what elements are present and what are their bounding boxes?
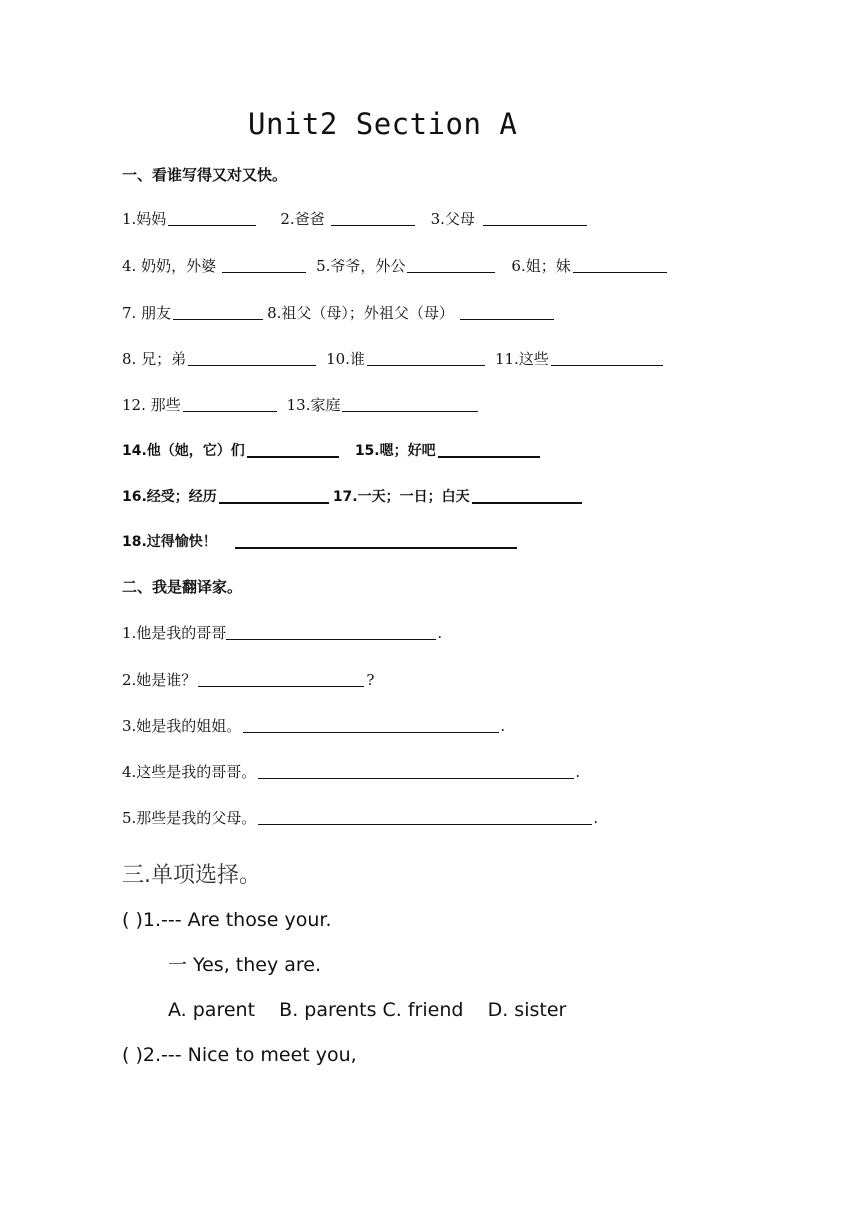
vocab-prompt: 6.姐；妹 [511, 257, 571, 275]
translation-item-3 [122, 715, 505, 737]
sentence-end-mark: . [593, 809, 599, 827]
sentence-end-mark: . [437, 624, 443, 642]
answer-blank[interactable] [438, 455, 540, 458]
answer-blank[interactable] [188, 364, 316, 366]
answer-blank[interactable] [173, 318, 263, 320]
vocab-item [122, 486, 329, 508]
translation-prompt: 2.她是谁？ [122, 671, 197, 689]
vocab-prompt: 5.爷爷，外公 [316, 257, 406, 275]
vocab-row-3 [122, 302, 564, 324]
vocab-prompt: 14.他（她，它）们 [122, 443, 245, 459]
vocab-item [431, 208, 587, 230]
question-1-reply: 一 Yes, they are. [168, 954, 322, 976]
vocab-prompt: 3.父母 [430, 210, 475, 228]
vocab-prompt: 2.爸爸 [280, 210, 325, 228]
answer-blank[interactable] [483, 224, 587, 226]
sentence-end-mark: ? [366, 671, 375, 689]
vocab-item [122, 302, 263, 324]
answer-blank[interactable] [551, 364, 663, 366]
vocab-row-2 [122, 255, 677, 277]
vocab-row-1 [122, 208, 597, 230]
vocab-item [267, 302, 554, 324]
answer-blank[interactable] [331, 224, 415, 226]
vocab-prompt: 15.嗯；好吧 [354, 443, 436, 459]
translation-item-2 [122, 669, 374, 691]
vocab-item [287, 394, 479, 416]
vocab-row-8 [122, 531, 527, 553]
vocab-row-4 [122, 348, 673, 370]
translation-prompt: 4.这些是我的哥哥。 [122, 763, 257, 781]
answer-blank[interactable] [258, 823, 592, 825]
vocab-item [122, 208, 256, 230]
vocab-prompt: 11.这些 [494, 350, 549, 368]
vocab-row-6 [122, 440, 550, 462]
vocab-prompt: 7. 朋友 [122, 304, 172, 322]
answer-blank[interactable] [407, 271, 495, 273]
answer-blank[interactable] [243, 731, 499, 733]
answer-blank[interactable] [460, 318, 554, 320]
sentence-end-mark: . [575, 763, 581, 781]
answer-blank[interactable] [226, 638, 436, 640]
vocab-item [122, 394, 277, 416]
section-3-heading: 三.单项选择。 [122, 863, 261, 888]
vocab-prompt: 8.祖父（母）；外祖父（母） [267, 304, 454, 322]
vocab-prompt: 17.一天；一日；白天 [332, 489, 470, 505]
vocab-row-7 [122, 486, 592, 508]
vocab-item [122, 348, 316, 370]
vocab-item [355, 440, 540, 462]
sentence-end-mark: . [500, 717, 506, 735]
vocab-item [326, 348, 485, 370]
vocab-prompt: 4. 奶奶，外婆 [122, 257, 217, 275]
question-2-stem: ( )2.--- Nice to meet you, [122, 1044, 357, 1066]
translation-item-5 [122, 807, 598, 829]
vocab-prompt: 10.谁 [326, 350, 365, 368]
vocab-prompt: 18.过得愉快！ [122, 534, 217, 550]
translation-item-1 [122, 622, 442, 644]
translation-prompt: 3.她是我的姐姐。 [122, 717, 242, 735]
answer-blank[interactable] [222, 271, 306, 273]
vocab-item [495, 348, 663, 370]
answer-blank[interactable] [198, 685, 364, 687]
vocab-item [280, 208, 414, 230]
translation-item-4 [122, 761, 580, 783]
section-1-heading: 一、看谁写得又对又快。 [122, 166, 288, 184]
answer-blank[interactable] [183, 410, 277, 412]
answer-blank[interactable] [342, 410, 478, 412]
answer-blank[interactable] [258, 777, 574, 779]
answer-blank[interactable] [573, 271, 667, 273]
vocab-prompt: 8. 兄；弟 [122, 350, 187, 368]
section-2-heading: 二、我是翻译家。 [122, 578, 243, 596]
answer-blank[interactable] [219, 501, 329, 504]
answer-blank[interactable] [472, 501, 582, 504]
worksheet-title: Unit2 Section A [248, 107, 518, 141]
vocab-item [122, 531, 517, 553]
answer-blank[interactable] [235, 546, 517, 549]
vocab-item [122, 255, 306, 277]
vocab-item [122, 440, 339, 462]
vocab-item [511, 255, 666, 277]
vocab-prompt: 13.家庭 [286, 396, 341, 414]
question-1-options: A. parent B. parents C. friend D. sister [168, 999, 567, 1021]
vocab-row-5 [122, 394, 488, 416]
vocab-prompt: 1.妈妈 [122, 210, 167, 228]
translation-prompt: 1.他是我的哥哥 [122, 624, 227, 642]
vocab-prompt: 16.经受；经历 [122, 489, 217, 505]
vocab-item [333, 486, 582, 508]
answer-blank[interactable] [367, 364, 485, 366]
question-1-stem: ( )1.--- Are those your. [122, 909, 332, 931]
answer-blank[interactable] [247, 455, 339, 458]
translation-prompt: 5.那些是我的父母。 [122, 809, 257, 827]
vocab-item [316, 255, 495, 277]
answer-blank[interactable] [168, 224, 256, 226]
vocab-prompt: 12. 那些 [122, 396, 181, 414]
